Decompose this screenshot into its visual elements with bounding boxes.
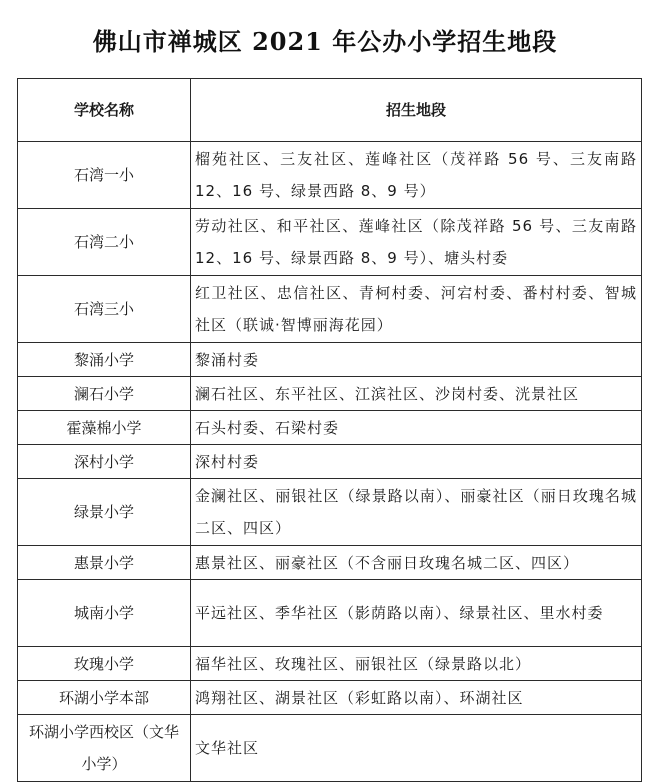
enrollment-area-cell: 平远社区、季华社区（影荫路以南）、绿景社区、里水村委 — [191, 580, 642, 647]
school-name-cell: 玫瑰小学 — [18, 647, 191, 681]
enrollment-area-cell: 金澜社区、丽银社区（绿景路以南）、丽豪社区（丽日玫瑰名城二区、四区） — [191, 479, 642, 546]
table-row — [18, 715, 642, 782]
column-header-area: 招生地段 — [191, 79, 642, 142]
table-row — [18, 343, 642, 377]
enrollment-area-cell: 文华社区 — [191, 715, 642, 782]
enrollment-area-cell: 澜石社区、东平社区、江滨社区、沙岗村委、洸景社区 — [191, 377, 642, 411]
page-title: 佛山市禅城区 2021 年公办小学招生地段 — [92, 26, 558, 56]
table-row — [18, 209, 642, 276]
table-row — [18, 647, 642, 681]
enrollment-area-cell: 红卫社区、忠信社区、青柯村委、河宕村委、番村村委、智城社区（联诚·智博丽海花园） — [191, 276, 642, 343]
table-row — [18, 681, 642, 715]
enrollment-area-cell: 黎涌村委 — [191, 343, 642, 377]
enrollment-area-cell: 鸿翔社区、湖景社区（彩虹路以南）、环湖社区 — [191, 681, 642, 715]
table-header-row — [18, 79, 642, 142]
school-name-cell: 环湖小学本部 — [18, 681, 191, 715]
enrollment-area-cell: 惠景社区、丽豪社区（不含丽日玫瑰名城二区、四区） — [191, 546, 642, 580]
table-row — [18, 276, 642, 343]
table-row — [18, 479, 642, 546]
school-name-cell: 深村小学 — [18, 445, 191, 479]
enrollment-area-cell: 深村村委 — [191, 445, 642, 479]
table-row — [18, 142, 642, 209]
table-row — [18, 411, 642, 445]
table-row — [18, 546, 642, 580]
enrollment-area-cell: 福华社区、玫瑰社区、丽银社区（绿景路以北） — [191, 647, 642, 681]
school-name-cell: 绿景小学 — [18, 479, 191, 546]
school-name-cell: 霍藻棉小学 — [18, 411, 191, 445]
table-row — [18, 580, 642, 647]
school-name-cell: 澜石小学 — [18, 377, 191, 411]
school-name-cell: 城南小学 — [18, 580, 191, 647]
school-name-cell: 石湾三小 — [18, 276, 191, 343]
school-name-cell: 石湾一小 — [18, 142, 191, 209]
column-header-school: 学校名称 — [18, 79, 191, 142]
school-name-cell: 惠景小学 — [18, 546, 191, 580]
school-name-cell: 黎涌小学 — [18, 343, 191, 377]
school-name-cell: 石湾二小 — [18, 209, 191, 276]
enrollment-zone-table — [17, 78, 642, 782]
school-name-cell: 环湖小学西校区（文华小学） — [18, 715, 191, 782]
table-row — [18, 377, 642, 411]
enrollment-area-cell: 劳动社区、和平社区、莲峰社区（除茂祥路 56 号、三友南路 12、16 号、绿景西路 8、9 号）、塘头村委 — [191, 209, 642, 276]
enrollment-area-cell: 榴苑社区、三友社区、莲峰社区（茂祥路 56 号、三友南路 12、16 号、绿景西路 8、9 号） — [191, 142, 642, 209]
table-row — [18, 445, 642, 479]
enrollment-area-cell: 石头村委、石梁村委 — [191, 411, 642, 445]
